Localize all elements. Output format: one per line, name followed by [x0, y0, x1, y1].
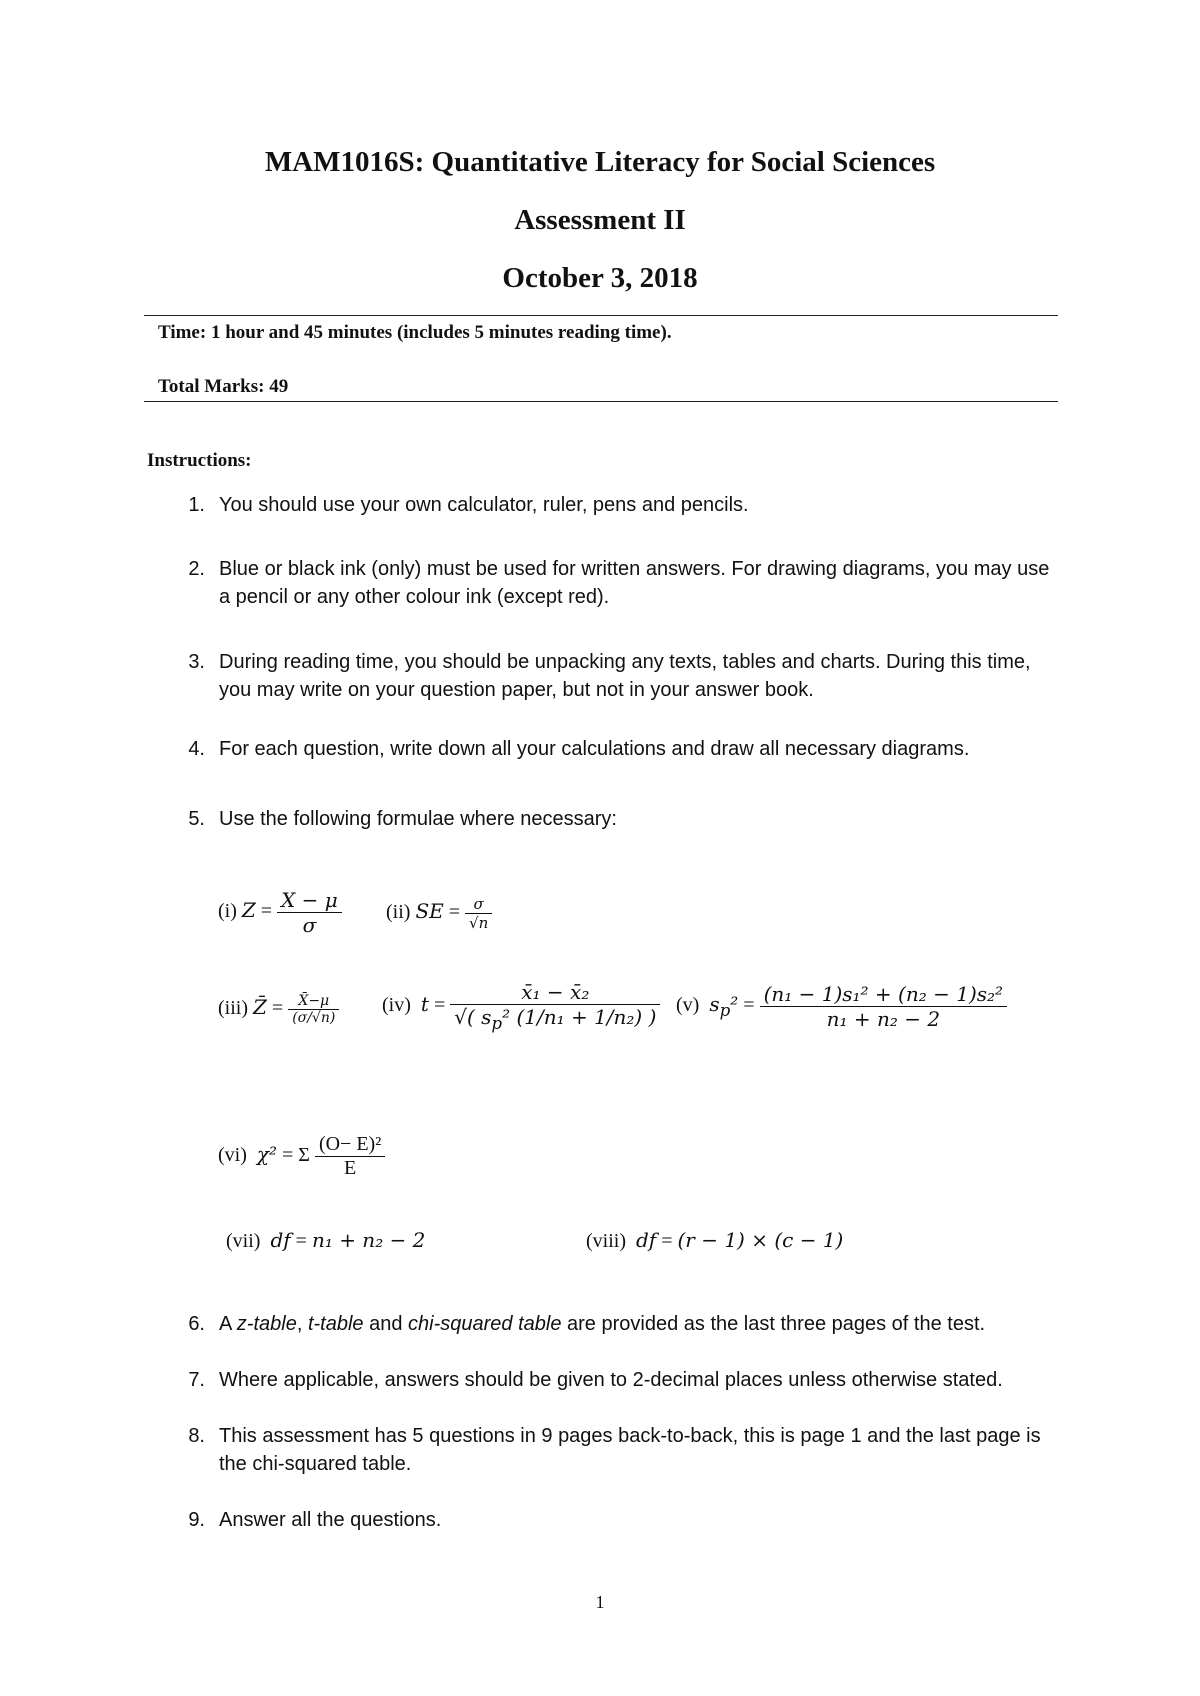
assessment-date: October 3, 2018 [502, 262, 698, 294]
assessment-title: Assessment II [514, 204, 686, 236]
formula-ii: (ii) SE = $\frac{\sigma}{√n}$ [386, 895, 492, 932]
header-rule-top [144, 315, 1058, 316]
formula-i: (i) Z = $\frac{X - \mu}{\sigma}$ [218, 888, 342, 937]
formula-vii: (vii) df = n₁ + n₂ − 2 [226, 1228, 426, 1252]
total-marks: Total Marks: 49 [158, 376, 289, 397]
formula-viii: (viii) df = (r − 1) × (c − 1) [586, 1228, 844, 1252]
formula-iii: (iii) Z̄ = $\frac{X̄-\mu}{(\sigma/√n)}$ [218, 993, 339, 1026]
header-rule-bottom [144, 401, 1058, 402]
time-line: Time: 1 hour and 45 minutes (includes 5 minutes reading time). [158, 322, 672, 343]
course-title: MAM1016S: Quantitative Literacy for Social Sciences [264, 146, 936, 178]
page-number: 1 [595, 1592, 605, 1612]
formula-vi: (vi) χ² = Σ $\frac{\text{(O− E)²}}{E}$ [218, 1133, 385, 1180]
instructions-heading: Instructions: [147, 450, 252, 471]
formula-v: (v) $s_p^2$ = $\frac{\text{(n₁ − 1)s₁² + (n₂ − 1)s₂²}}{\text{n₁ + n₂ − 2}}$ [676, 982, 1007, 1031]
formula-iv: (iv) t = $\frac{\text{x̄₁ − x̄₂}}{√( s_p^2 (1/n_1 + 1/n_2) )}$ [382, 980, 660, 1033]
